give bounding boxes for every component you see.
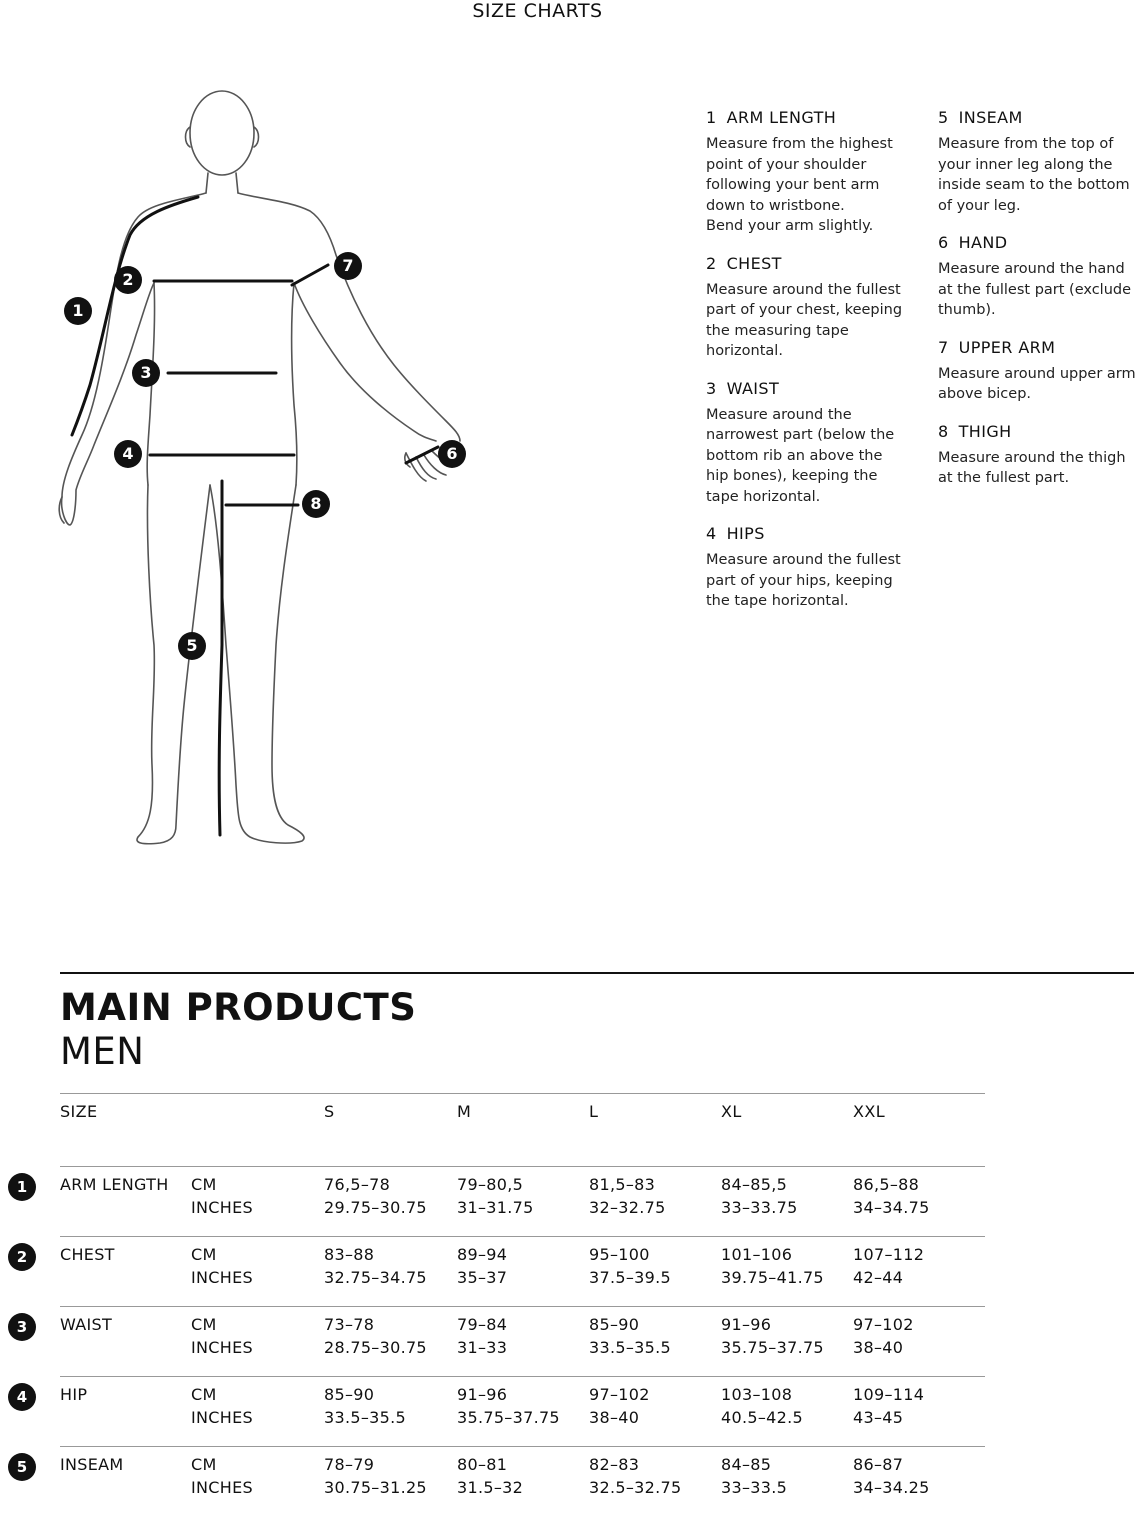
table-row	[0, 1446, 1138, 1516]
cell-xl: 103–108 40.5–42.5	[721, 1385, 803, 1427]
row-badge: 2	[8, 1243, 36, 1271]
badge-6: 6	[446, 444, 458, 463]
cell-xxl: 86–87 34–34.25	[853, 1455, 930, 1497]
cell-m: 89–94 35–37	[457, 1245, 508, 1287]
cell-s: 73–78 28.75–30.75	[324, 1315, 427, 1357]
badge-3: 3	[140, 363, 152, 382]
row-units: CM INCHES	[191, 1175, 253, 1217]
header-size-l: L	[589, 1102, 599, 1121]
badge-2: 2	[122, 270, 134, 289]
legend-num: 5	[938, 108, 949, 127]
page-title: SIZE CHARTS	[472, 0, 603, 22]
badge-7: 7	[342, 256, 354, 275]
legend-desc: Measure around the narrowest part (below the bottom rib an above the hip bones), keeping the tape horizontal.	[706, 406, 895, 505]
legend-title: HIPS	[726, 524, 765, 543]
legend-num: 6	[938, 233, 949, 252]
cell-s: 85–90 33.5–35.5	[324, 1385, 406, 1427]
body-outline	[59, 91, 460, 844]
cell-xxl: 109–114 43–45	[853, 1385, 925, 1427]
cell-xl: 91–96 35.75–37.75	[721, 1315, 824, 1357]
legend-upper-arm	[938, 338, 1138, 405]
row-units: CM INCHES	[191, 1315, 253, 1357]
row-label: ARM LENGTH	[60, 1175, 169, 1194]
cell-xl: 101–106 39.75–41.75	[721, 1245, 824, 1287]
legend-num: 7	[938, 337, 949, 357]
cell-s: 76,5–78 29.75–30.75	[324, 1175, 427, 1217]
legend-desc: Measure around upper arm above bicep.	[938, 365, 1136, 402]
legend-title: UPPER ARM	[958, 337, 1056, 357]
cell-xl: 84–85,5 33–33.75	[721, 1175, 798, 1217]
row-badge: 5	[8, 1453, 36, 1481]
legend-num: 2	[706, 253, 717, 273]
legend-waist	[706, 379, 911, 508]
legend-desc: Measure from the highest point of your shoulder following your bent arm down to wristbone. Bend your arm slightly.	[706, 136, 893, 234]
legend-hand	[938, 233, 1138, 321]
body-measurement-figure	[50, 85, 490, 855]
header-size: SIZE	[60, 1102, 98, 1121]
legend-chest	[706, 254, 911, 362]
legend-column-2	[938, 108, 1138, 506]
cell-m: 79–84 31–33	[457, 1315, 508, 1357]
header-size-xxl: XXL	[853, 1102, 886, 1121]
legend-hips	[706, 524, 911, 612]
legend-num: 1	[706, 108, 717, 127]
section-subtitle: MEN	[60, 1030, 145, 1073]
row-units: CM INCHES	[191, 1455, 253, 1497]
legend-desc: Measure around the fullest part of your hips, keeping the tape horizontal.	[706, 552, 901, 609]
row-badge: 3	[8, 1313, 36, 1341]
header-size-xl: XL	[721, 1102, 742, 1121]
cell-s: 78–79 30.75–31.25	[324, 1455, 427, 1497]
row-units: CM INCHES	[191, 1245, 253, 1287]
table-row	[0, 1376, 1138, 1446]
cell-l: 95–100 37.5–39.5	[589, 1245, 671, 1287]
legend-title: CHEST	[726, 253, 782, 273]
cell-l: 85–90 33.5–35.5	[589, 1315, 671, 1357]
legend-thigh	[938, 422, 1138, 489]
cell-l: 82–83 32.5–32.75	[589, 1455, 682, 1497]
row-label: INSEAM	[60, 1455, 124, 1474]
cell-l: 81,5–83 32–32.75	[589, 1175, 666, 1217]
row-badge: 4	[8, 1383, 36, 1411]
legend-desc: Measure around the thigh at the fullest part.	[938, 449, 1126, 486]
legend-title: THIGH	[958, 421, 1012, 441]
cell-m: 80–81 31.5–32	[457, 1455, 524, 1497]
cell-xl: 84–85 33–33.5	[721, 1455, 788, 1497]
legend-desc: Measure from the top of your inner leg along the inside seam to the bottom of your leg.	[938, 136, 1130, 214]
badge-5: 5	[186, 636, 198, 655]
size-table	[0, 1093, 1138, 1516]
cell-m: 91–96 35.75–37.75	[457, 1385, 560, 1427]
section-title: MAIN PRODUCTS	[60, 986, 417, 1029]
legend-title: INSEAM	[958, 108, 1023, 127]
table-header-row	[60, 1093, 985, 1166]
legend-inseam	[938, 108, 1138, 216]
badge-8: 8	[310, 494, 322, 513]
table-row	[0, 1306, 1138, 1376]
cell-xxl: 97–102 38–40	[853, 1315, 914, 1357]
legend-title: ARM LENGTH	[726, 108, 837, 127]
row-units: CM INCHES	[191, 1385, 253, 1427]
legend-column-1	[706, 108, 911, 629]
legend-num: 4	[706, 524, 717, 543]
header-size-s: S	[324, 1102, 335, 1121]
legend-desc: Measure around the fullest part of your chest, keeping the measuring tape horizontal.	[706, 281, 903, 359]
badge-4: 4	[122, 444, 134, 463]
cell-m: 79–80,5 31–31.75	[457, 1175, 534, 1217]
table-row	[0, 1166, 1138, 1236]
table-row	[0, 1236, 1138, 1306]
cell-xxl: 107–112 42–44	[853, 1245, 925, 1287]
legend-arm-length	[706, 108, 911, 237]
legend-title: WAIST	[726, 378, 780, 398]
legend-num: 3	[706, 378, 717, 398]
header-size-m: M	[457, 1102, 472, 1121]
row-label: HIP	[60, 1385, 88, 1404]
cell-xxl: 86,5–88 34–34.75	[853, 1175, 930, 1217]
cell-l: 97–102 38–40	[589, 1385, 650, 1427]
legend-num: 8	[938, 421, 949, 441]
badge-1: 1	[72, 301, 84, 320]
row-label: WAIST	[60, 1315, 113, 1334]
section-divider	[60, 972, 1134, 974]
row-label: CHEST	[60, 1245, 115, 1264]
row-badge: 1	[8, 1173, 36, 1201]
legend-title: HAND	[958, 233, 1008, 252]
legend-desc: Measure around the hand at the fullest part (exclude thumb).	[938, 261, 1132, 318]
cell-s: 83–88 32.75–34.75	[324, 1245, 427, 1287]
